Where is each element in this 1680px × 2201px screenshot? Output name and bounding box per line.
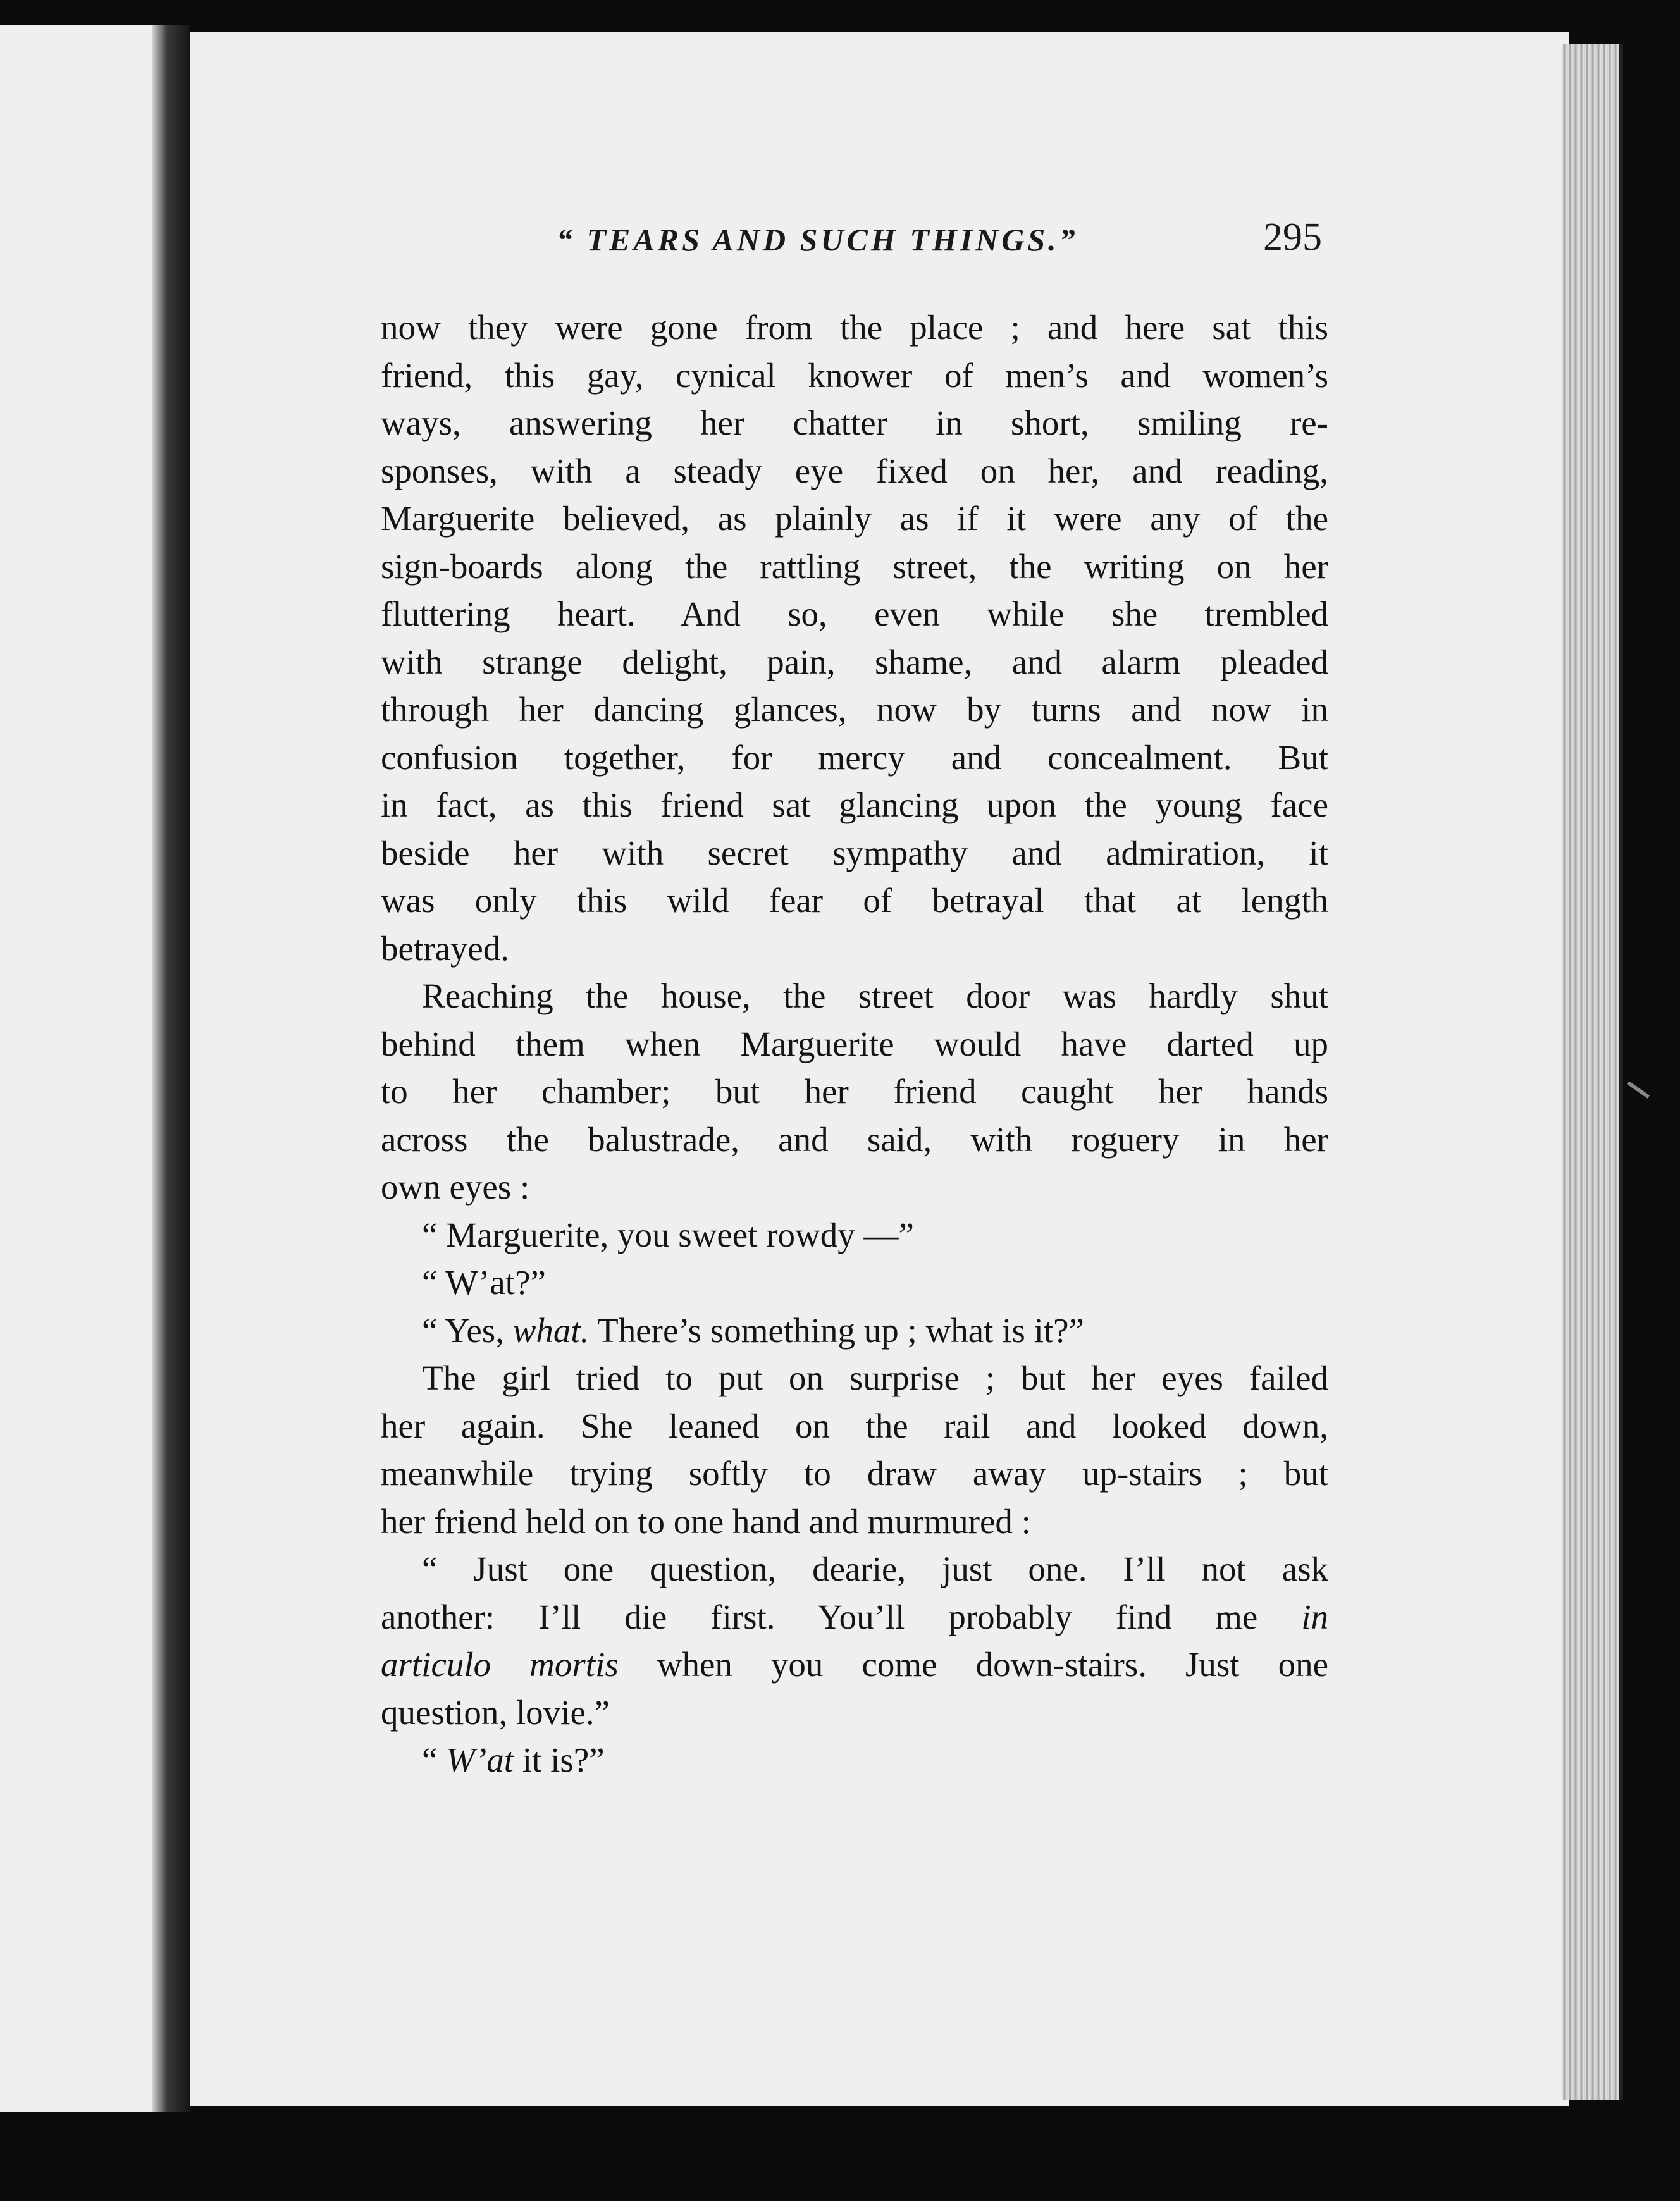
text-line: confusion together, for mercy and concealment. But [381,737,1328,777]
text-line: across the balustrade, and said, with roguery in her [381,1119,1328,1159]
page-header [557,215,1328,278]
text-line: was only this wild fear of betrayal that at length [381,881,1328,920]
dialogue-line [381,1593,1328,1641]
book-gutter [152,25,190,2112]
dialogue-line [381,1641,1328,1689]
text-span: “ Yes, [422,1310,513,1350]
text-span: another: I’ll die first. You’ll probably find me [381,1597,1302,1636]
text-line: to her chamber; but her friend caught her hands [381,1072,1328,1111]
text-line: beside her with secret sympathy and admiration, it [381,833,1328,872]
dialogue-line: “ Just one question, dearie, just one. I’ll not ask [422,1550,1328,1588]
text-line: own eyes : [381,1168,530,1206]
text-line: Marguerite believed, as plainly as if it were any of the [381,499,1328,538]
text-line: ways, answering her chatter in short, smiling re- [381,404,1328,442]
text-line: betrayed. [381,928,510,968]
text-line: Reaching the house, the street door was hardly shut [422,977,1328,1015]
text-line: through her dancing glances, now by turns and now in [381,690,1328,729]
text-line: The girl tried to put on surprise ; but her eyes failed [422,1359,1328,1397]
italic-span: what. [512,1310,590,1350]
page-number: 295 [1263,216,1322,259]
text-line: her again. She leaned on the rail and looked down, [381,1406,1328,1445]
page-stack-edge [1562,44,1623,2100]
text-line: in fact, as this friend sat glancing upon the young face [381,786,1328,824]
text-span: “ [422,1741,447,1779]
left-page-edge [0,25,158,2112]
italic-span: articulo mortis [381,1645,619,1684]
text-line: now they were gone from the place ; and here sat this [381,308,1328,347]
dialogue-line: “ W’at?” [422,1263,546,1302]
italic-span: W’at [446,1741,514,1779]
dialogue-line: “ Marguerite, you sweet rowdy —” [422,1215,914,1254]
text-line: sign-boards along the rattling street, the writing on her [381,546,1328,586]
text-line: friend, this gay, cynical knower of men’s and women’s [381,355,1328,395]
running-head: “ TEARS AND SUCH THINGS.” [557,222,1078,257]
text-line: her friend held on to one hand and murmured : [381,1501,1031,1541]
text-line: meanwhile trying softly to draw away up-stairs ; but [381,1454,1328,1493]
text-span: when you come down-stairs. Just one [618,1645,1328,1684]
scan-mark [1627,1081,1650,1099]
text-line: with strange delight, pain, shame, and alarm pleaded [381,642,1328,681]
body-text [381,304,1328,1784]
text-line: behind them when Marguerite would have darted up [381,1024,1328,1063]
dialogue-line [381,1736,1328,1784]
italic-span: in [1301,1597,1328,1636]
text-line: fluttering heart. And so, even while she trembled [381,595,1328,633]
text-span: it is?” [514,1741,605,1779]
dialogue-line: question, lovie.” [381,1692,610,1732]
text-line: sponses, with a steady eye fixed on her, and reading, [381,451,1328,490]
text-span: There’s something up ; what is it?” [589,1310,1084,1350]
dialogue-line [381,1307,1328,1355]
